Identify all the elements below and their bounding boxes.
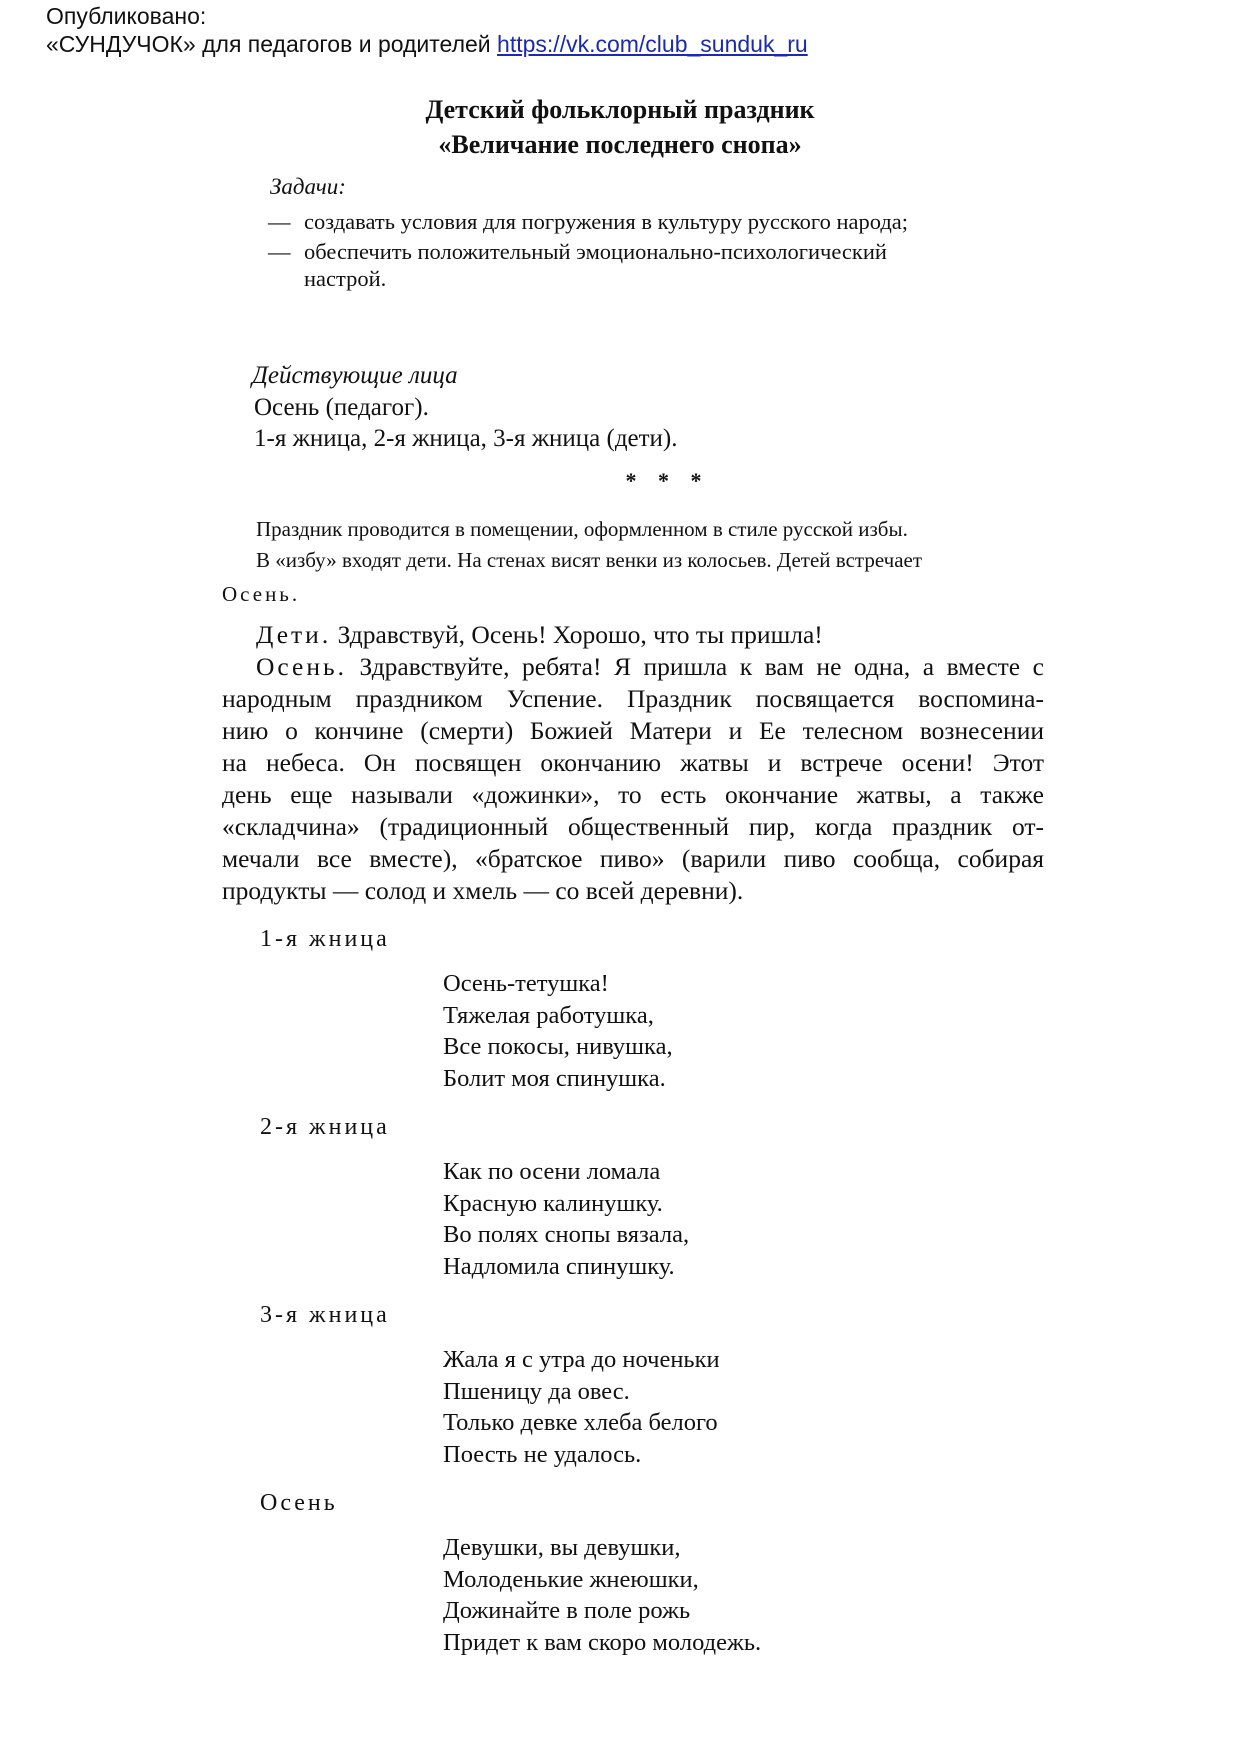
autumn-line: народным праздником Успение. Праздник посвящается воспомина- — [222, 684, 1044, 713]
section-separator: * * * — [625, 468, 710, 493]
children-text: Здравствуй, Осень! Хорошо, что ты пришла! — [331, 620, 823, 649]
verse-stanza-4 — [443, 1532, 761, 1658]
publisher-text: «СУНДУЧОК» для педагогов и родителей — [46, 31, 491, 57]
verse-line: Болит моя спинушка. — [443, 1064, 666, 1092]
task-dash: — — [268, 209, 291, 234]
stage-direction-line-2: В «избу» входят дети. На стенах висят венки из колосьев. Детей встречает — [256, 548, 923, 572]
verse-stanza-3 — [443, 1344, 720, 1470]
verse-line: Осень-тетушка! — [443, 970, 609, 997]
cast-line-1: Осень (педагог). — [254, 394, 429, 421]
vk-club-link[interactable]: https://vk.com/club_sunduk_ru — [497, 31, 808, 57]
autumn-line-first — [256, 652, 1044, 682]
task-item-2 — [268, 238, 887, 265]
title-line-2: «Величание последнего снопа» — [438, 130, 802, 159]
verse-line: Жала я с утра до ноченьки — [443, 1346, 720, 1373]
task-item-1-text: создавать условия для погружения в культуру русского народа; — [304, 209, 909, 234]
children-line — [256, 620, 823, 650]
task-item-1 — [268, 208, 908, 235]
task-item-2-continuation: настрой. — [304, 266, 387, 291]
verse-line: Молоденькие жнеюшки, — [443, 1565, 699, 1593]
stage-direction-line-3: Осень. — [222, 582, 301, 606]
verse-line: Придет к вам скоро молодежь. — [443, 1628, 762, 1656]
published-label: Опубликовано: — [46, 3, 207, 29]
verse-speaker-1: 1-я жница — [260, 926, 390, 952]
verse-speaker-2: 2-я жница — [260, 1114, 390, 1140]
task-dash: — — [268, 239, 291, 264]
verse-line: Пшеницу да овес. — [443, 1377, 630, 1405]
autumn-line: нию о кончине (смерти) Божией Матери и Ее телесном вознесении — [222, 716, 1044, 745]
verse-stanza-2 — [443, 1156, 689, 1282]
autumn-line: «складчина» (традиционный общественный пир, когда праздник от- — [222, 812, 1044, 841]
title-line-1: Детский фольклорный праздник — [425, 95, 815, 124]
verse-line: Поесть не удалось. — [443, 1440, 642, 1468]
verse-speaker-4: Осень — [260, 1490, 338, 1516]
autumn-line-last: продукты — солод и хмель — со всей деревни). — [222, 876, 744, 905]
autumn-line: день еще называли «дожинки», то есть окончание жатвы, а также — [222, 780, 1044, 809]
verse-line: Надломила спинушку. — [443, 1252, 675, 1280]
speaker-children: Дети. — [256, 620, 332, 649]
page-title — [0, 92, 1240, 162]
cast-line-2: 1-я жница, 2-я жница, 3-я жница (дети). — [254, 425, 678, 452]
verse-line: Как по осени ломала — [443, 1158, 661, 1185]
stage-direction-line-1: Праздник проводится в помещении, оформленном в стиле русской избы. — [256, 517, 908, 541]
task-item-2-text: обеспечить положительный эмоционально-психологический — [304, 239, 887, 264]
verse-stanza-1 — [443, 968, 673, 1094]
tasks-heading: Задачи: — [270, 174, 346, 199]
cast-heading: Действующие лица — [252, 362, 458, 389]
verse-line: Только девке хлеба белого — [443, 1409, 718, 1436]
verse-line: Дожинайте в поле рожь — [443, 1597, 691, 1624]
autumn-line: на небеса. Он посвящен окончанию жатвы и встрече осени! Этот — [222, 748, 1044, 777]
verse-line: Девушки, вы девушки, — [443, 1534, 681, 1561]
verse-line: Тяжелая работушка, — [443, 1001, 654, 1029]
publication-header — [46, 2, 808, 58]
speaker-autumn: Осень. — [256, 652, 348, 681]
verse-speaker-3: 3-я жница — [260, 1302, 390, 1328]
verse-line: Все покосы, нивушка, — [443, 1033, 673, 1060]
verse-line: Красную калинушку. — [443, 1189, 663, 1217]
autumn-line: мечали все вместе), «братское пиво» (варили пиво сообща, собирая — [222, 844, 1044, 873]
autumn-text-first: Здравствуйте, ребята! Я пришла к вам не одна, а вместе с — [347, 652, 1044, 681]
publisher-line — [46, 30, 808, 58]
verse-line: Во полях снопы вязала, — [443, 1221, 690, 1248]
